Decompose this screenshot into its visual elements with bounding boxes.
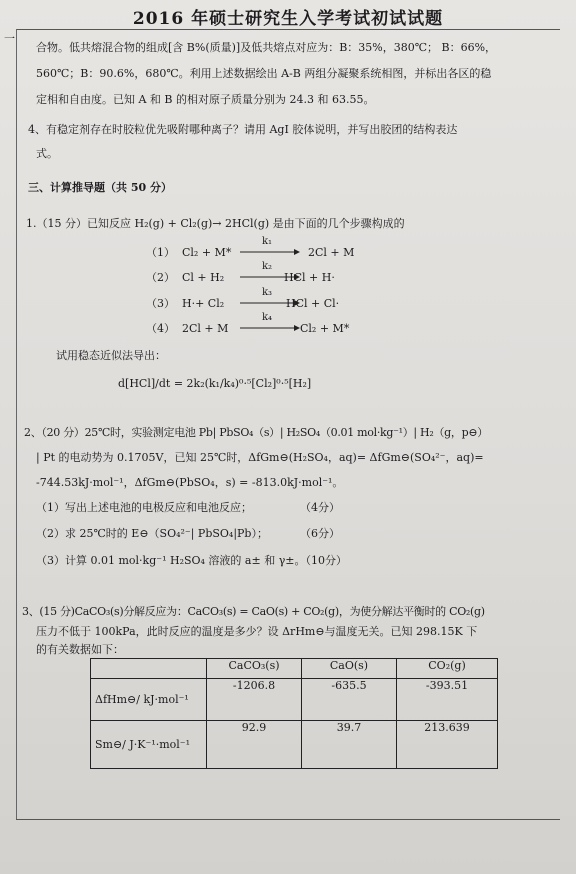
page-title: 2016 年硕士研究生入学考试初试试题 — [132, 9, 444, 29]
p2-line-2: | Pt 的电动势为 0.1705V，已知 25℃时，ΔfGm⊖(H₂SO₄，aq)= ΔfGm⊖(SO₄²⁻，aq)= — [36, 451, 484, 464]
p3-line-3: 的有关数据如下： — [36, 643, 124, 656]
p2-line-1: 2、（20 分）25℃时，实验测定电池 Pb| PbSO₄（s）| H₂SO₄（0.01 mol·kg⁻¹）| H₂（g，p⊖） — [24, 426, 488, 439]
p2-sub-1-points: （4分） — [300, 501, 340, 514]
p1-rate-law: d[HCl]/dt = 2k₂(k₁/k₄)⁰·⁵[Cl₂]⁰·⁵[H₂] — [118, 377, 312, 390]
table-header-cao: CaO(s) — [302, 659, 397, 679]
table-row — [91, 721, 498, 769]
p1-instruction: 试用稳态近似法导出： — [56, 349, 166, 362]
p1-step-2-rate-constant: k₂ — [262, 261, 273, 272]
p1-step-3-rate-constant: k₃ — [262, 287, 273, 298]
table-row — [91, 679, 498, 721]
p1-step-4-products: Cl₂ + M* — [300, 322, 350, 335]
table-header-caco3: CaCO₃(s) — [207, 659, 302, 679]
q4-line-1: 4、有稳定剂存在时胶粒优先吸附哪种离子？请用 AgI 胶体说明，并写出胶团的结构表达 — [28, 123, 458, 136]
p1-stem: 1.（15 分）已知反应 H₂(g) + Cl₂(g)→ 2HCl(g) 是由下面的几个步骤构成的 — [26, 217, 405, 230]
table-cell: 39.7 — [302, 721, 397, 769]
table-cell: -393.51 — [397, 679, 498, 721]
table-cell: 213.639 — [397, 721, 498, 769]
q3-cont-line-1: 合物。低共熔混合物的组成[含 B%(质量)]及低共熔点对应为：B：35%，380℃； B：66%， — [36, 41, 497, 54]
table-row-label: Sm⊖/ J·K⁻¹·mol⁻¹ — [91, 721, 207, 769]
p1-step-4-number: （4） — [146, 322, 175, 335]
p3-line-1: 3、(15 分)CaCO₃(s)分解反应为：CaCO₃(s) = CaO(s) + CO₂(g)，为使分解达平衡时的 CO₂(g) — [22, 605, 485, 618]
bottom-rule — [16, 819, 560, 820]
p1-step-2-reactants: Cl + H₂ — [182, 271, 225, 284]
table-header-co2: CO₂(g) — [397, 659, 498, 679]
p1-step-1-arrow — [240, 248, 300, 256]
q3-cont-line-2: 560℃；B：90.6%，680℃。利用上述数据绘出 A-B 两组分凝聚系统相图，并标出各区的稳 — [36, 67, 492, 80]
table-cell: -1206.8 — [207, 679, 302, 721]
margin-mark: 一 — [4, 32, 15, 45]
p2-sub-2: （2）求 25℃时的 E⊖（SO₄²⁻| PbSO₄|Pb）； — [36, 527, 268, 540]
p2-sub-1: （1）写出上述电池的电极反应和电池反应； — [36, 501, 252, 514]
p1-step-3-reactants: H·+ Cl₂ — [182, 297, 225, 310]
p2-line-3: -744.53kJ·mol⁻¹，ΔfGm⊖(PbSO₄，s) = -813.0kJ·mol⁻¹。 — [36, 476, 344, 489]
q4-line-2: 式。 — [36, 147, 58, 160]
section-heading: 三、计算推导题（共 50 分） — [28, 181, 172, 194]
p1-step-1-number: （1） — [146, 246, 175, 259]
p1-step-2-number: （2） — [146, 271, 175, 284]
p2-sub-2-points: （6分） — [300, 527, 340, 540]
left-rule — [16, 29, 17, 819]
p1-step-4-reactants: 2Cl + M — [182, 322, 229, 335]
thermo-data-table — [90, 658, 498, 769]
p1-step-1-reactants: Cl₂ + M* — [182, 246, 232, 259]
table-header-row — [91, 659, 498, 679]
q3-cont-line-3: 定相和自由度。已知 A 和 B 的相对原子质量分别为 24.3 和 63.55。 — [36, 93, 375, 106]
table-cell: -635.5 — [302, 679, 397, 721]
table-cell: 92.9 — [207, 721, 302, 769]
p1-step-3-number: （3） — [146, 297, 175, 310]
p2-sub-3-points: （10分） — [300, 554, 347, 567]
p3-line-2: 压力不低于 100kPa，此时反应的温度是多少？设 ΔrHm⊖与温度无关。已知 298.15K 下 — [36, 625, 478, 638]
p1-step-2-products: HCl + H· — [284, 271, 335, 284]
p1-step-4-arrow — [240, 324, 300, 332]
table-corner-cell — [91, 659, 207, 679]
p1-step-3-products: HCl + Cl· — [286, 297, 340, 310]
p1-step-1-rate-constant: k₁ — [262, 236, 273, 247]
table-row-label: ΔfHm⊖/ kJ·mol⁻¹ — [91, 679, 207, 721]
title-rule — [16, 29, 560, 30]
p1-step-4-rate-constant: k₄ — [262, 312, 273, 323]
p2-sub-3: （3）计算 0.01 mol·kg⁻¹ H₂SO₄ 溶液的 a± 和 γ±。 — [36, 554, 306, 567]
p1-step-1-products: 2Cl + M — [308, 246, 355, 259]
